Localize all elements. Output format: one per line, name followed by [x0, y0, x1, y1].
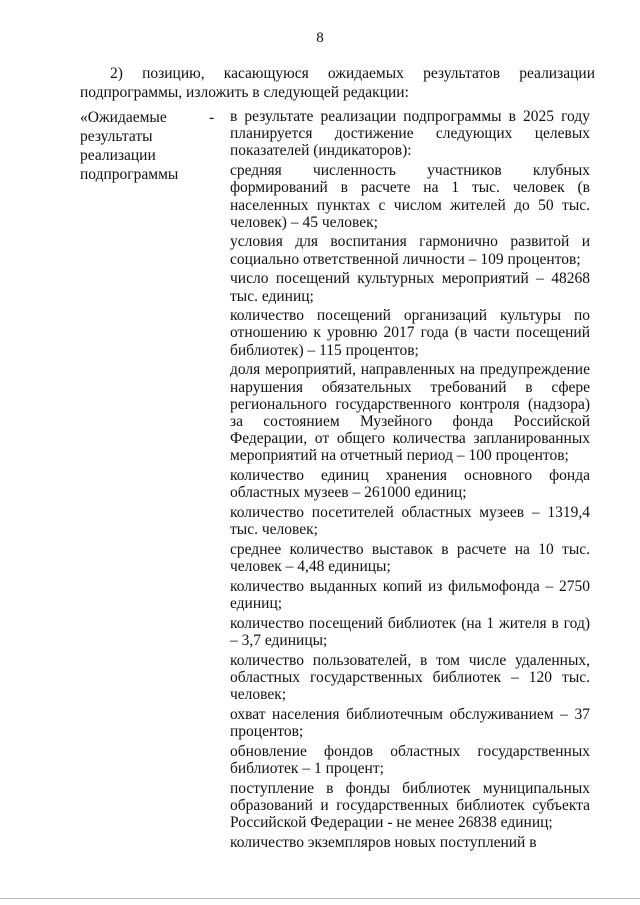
indicator-item: количество пользователей, в том числе удаленных, областных государственных библиотек – 120 тыс. человек; [230, 651, 590, 703]
indicator-item: в результате реализации подпрограммы в 2025 году планируется достижение следующих целевых показателей (индикаторов): [230, 108, 590, 160]
indicator-item: количество посещений организаций культуры по отношению к уровню 2017 года (в части посещений библиотек) – 115 процентов; [230, 307, 590, 359]
indicator-item: условия для воспитания гармонично развитой и социально ответственной личности – 109 процентов; [230, 233, 590, 268]
indicator-item: среднее количество выставок в расчете на 10 тыс. человек – 4,48 единицы; [230, 540, 590, 576]
indicator-item: число посещений культурных мероприятий – 48268 тыс. единиц; [230, 270, 590, 305]
indicator-item: количество посещений библиотек (на 1 жителя в год) – 3,7 единицы; [230, 614, 590, 649]
page-number: 8 [316, 30, 324, 46]
indicator-item: количество единиц хранения основного фонда областных музеев – 261000 единиц; [230, 467, 590, 502]
page-bottom-edge [0, 898, 640, 899]
dash-separator: - [209, 109, 215, 126]
indicator-item: средняя численность участников клубных формирований в расчете на 1 тыс. человек (в населенных пунктах с числом жителей до 50 тыс. человек) – 45 человек; [230, 162, 590, 231]
indicator-item: поступление в фонды библиотек муниципальных образований и государственных библиотек субъекта Российской Федерации - не менее 26838 единиц; [230, 779, 590, 831]
indicator-item: количество экземпляров новых поступлений в [230, 833, 537, 851]
indicator-item: количество посетителей областных музеев – 1319,4 тыс. человек; [230, 503, 590, 539]
indicator-item: охват населения библиотечным обслуживанием – 37 процентов; [230, 705, 590, 740]
indicator-item: количество выданных копий из фильмофонда – 2750 единиц; [230, 577, 590, 612]
indicator-item: доля мероприятий, направленных на предупреждение нарушения обязательных требований в сфере регионального государственного контроля (надзора) за состоянием Музейного фонда Российской Федерации, от общего количества запланированных мероприятий на отчетный период – 100 процентов; [230, 361, 590, 465]
intro-paragraph: 2) позицию, касающуюся ожидаемых результатов реализации подпрограммы, изложить в следующей редакции: [80, 65, 595, 101]
indicators-list [230, 108, 590, 853]
indicator-item: обновление фондов областных государственных библиотек – 1 процент; [230, 742, 590, 777]
left-column-label: «Ожидаемые результаты реализации подпрограммы [80, 109, 179, 183]
